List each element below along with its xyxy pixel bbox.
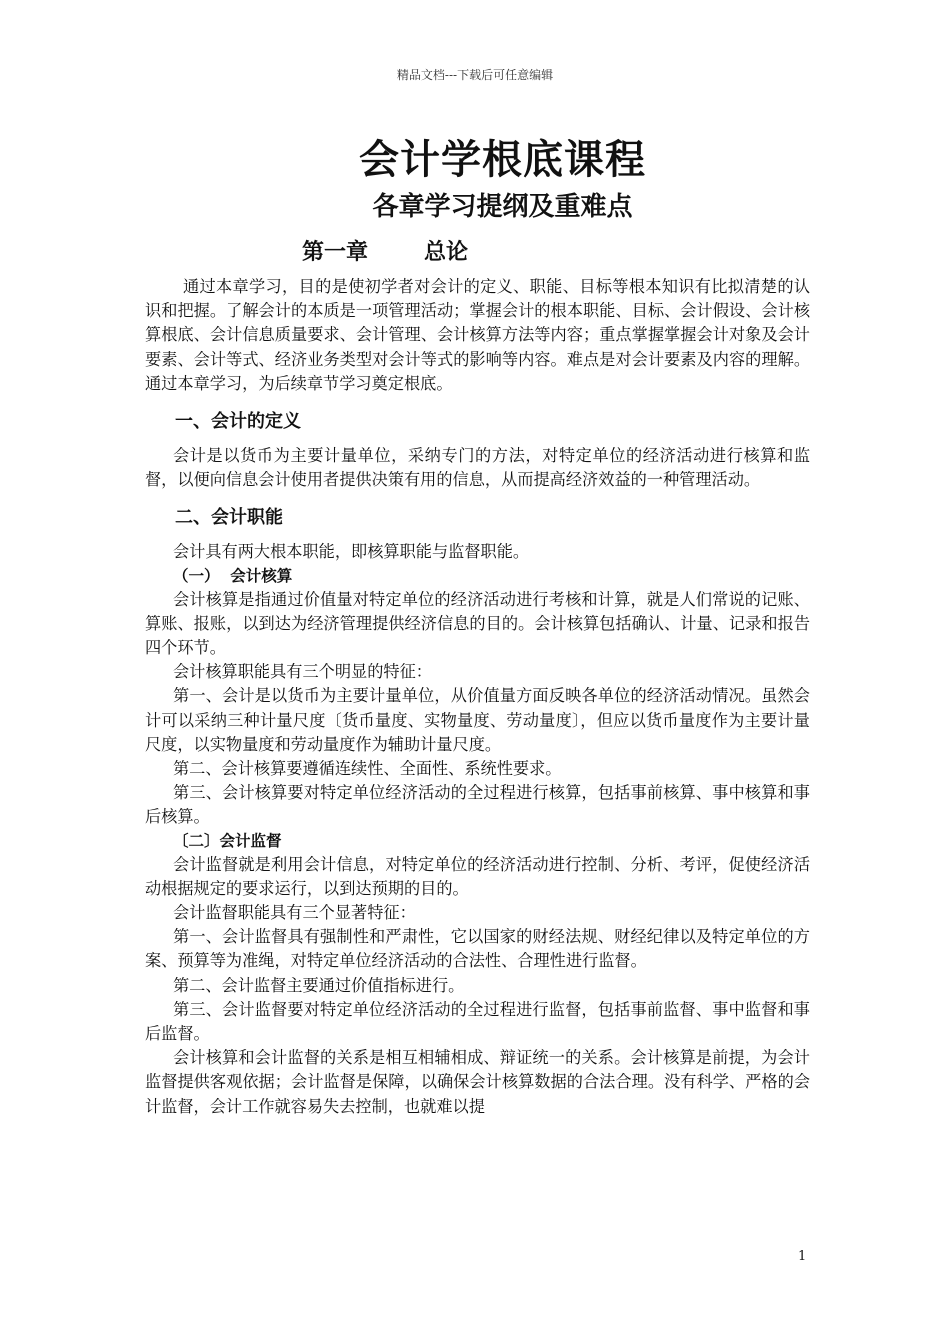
document-subtitle: 各章学习提纲及重难点 bbox=[372, 192, 633, 222]
accounting-feature-1: 第一、会计是以货币为主要计量单位，从价值量方面反映各单位的经济活动情况。虽然会计可以采纳三种计量尺度〔货币量度、实物量度、劳动量度〕，但应以货币量度作为主要计量尺度，以实物量度和劳动量度作为辅助计量尺度。 bbox=[145, 686, 810, 754]
section-heading-functions: 二、会计职能 bbox=[175, 507, 283, 529]
supervision-feature-3: 第三、会计监督要对特定单位经济活动的全过程进行监督，包括事前监督、事中监督和事后监督。 bbox=[145, 999, 810, 1044]
subsection-heading-accounting: （一） 会计核算 bbox=[173, 566, 293, 585]
functions-intro: 会计具有两大根本职能，即核算职能与监督职能。 bbox=[173, 542, 530, 562]
chapter-intro-paragraph: 通过本章学习，目的是使初学者对会计的定义、职能、目标等根本知识有比拟清楚的认识和把握。了解会计的本质是一项管理活动；掌握会计的根本职能、目标、会计假设、会计核算根底、会计信息质量要求、会计管理、会计核算方法等内容；重点掌握掌握会计对象及会计要素、会计等式、经济业务类型对会计等式的影响等内容。难点是对会计要素及内容的理解。通过本章学习，为后续章节学习奠定根底。 bbox=[145, 277, 811, 393]
chapter-heading bbox=[302, 235, 468, 266]
accounting-feature-3: 第三、会计核算要对特定单位经济活动的全过程进行核算，包括事前核算、事中核算和事后核算。 bbox=[145, 783, 810, 827]
supervision-definition: 会计监督就是利用会计信息，对特定单位的经济活动进行控制、分析、考评，促使经济活动根据规定的要求运行，以到达预期的目的。 bbox=[145, 854, 811, 898]
section-heading-definition: 一、会计的定义 bbox=[175, 411, 301, 433]
document-title: 会计学根底课程 bbox=[359, 137, 646, 183]
supervision-feature-1: 第一、会计监督具有强制性和严肃性，它以国家的财经法规、财经纪律以及特定单位的方案、预算等为准绳，对特定单位经济活动的合法性、合理性进行监督。 bbox=[145, 927, 810, 971]
accounting-definition: 会计核算是指通过价值量对特定单位的经济活动进行考核和计算，就是人们常说的记账、算账、报账，以到达为经济管理提供经济信息的目的。会计核算包括确认、计量、记录和报告四个环节。 bbox=[145, 589, 811, 658]
accounting-feature-2: 第二、会计核算要遵循连续性、全面性、系统性要求。 bbox=[173, 759, 562, 779]
subsection-heading-supervision: 〔二〕会计监督 bbox=[173, 831, 282, 850]
chapter-number: 第一章 bbox=[302, 240, 369, 265]
page-number: 1 bbox=[798, 1249, 807, 1264]
definition-paragraph: 会计是以货币为主要计量单位，采纳专门的方法，对特定单位的经济活动进行核算和监督，以便向信息会计使用者提供决策有用的信息，从而提高经济效益的一种管理活动。 bbox=[145, 446, 811, 490]
chapter-name: 总论 bbox=[424, 240, 469, 265]
document-body bbox=[145, 275, 810, 1119]
supervision-feature-2: 第二、会计监督主要通过价值指标进行。 bbox=[173, 975, 465, 995]
page-header: 精品文档---下载后可任意编辑 bbox=[396, 68, 554, 82]
relation-paragraph: 会计核算和会计监督的关系是相互相辅相成、辩证统一的关系。会计核算是前提，为会计监督提供客观依据；会计监督是保障，以确保会计核算数据的合法合理。没有科学、严格的会计监督，会计工作就容易失去控制，也就难以提 bbox=[145, 1048, 811, 1116]
accounting-features-intro: 会计核算职能具有三个明显的特征： bbox=[173, 662, 432, 682]
supervision-features-intro: 会计监督职能具有三个显著特征： bbox=[173, 903, 416, 923]
